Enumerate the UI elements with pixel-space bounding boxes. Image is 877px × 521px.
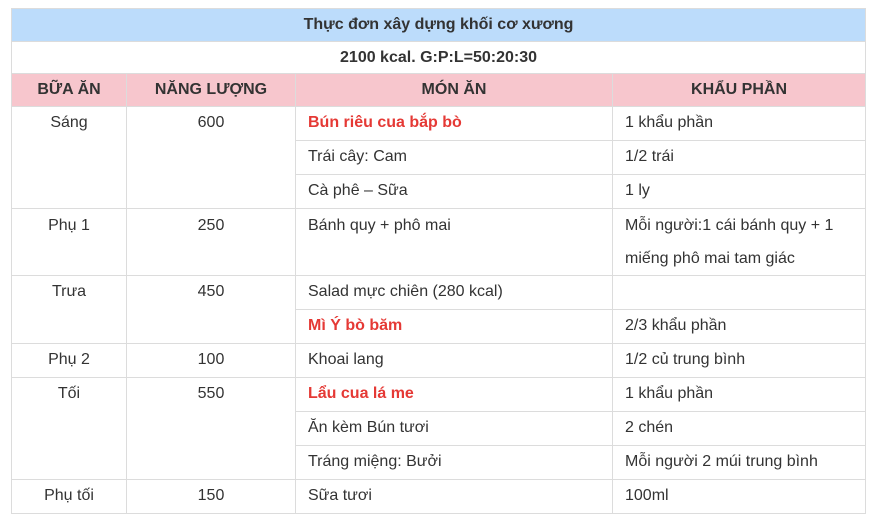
meal-name-cell xyxy=(12,480,127,514)
portion-cell xyxy=(613,412,866,446)
portion-cell xyxy=(613,310,866,344)
meal-energy: 150 xyxy=(197,487,225,504)
header-dish: MÓN ĂN xyxy=(296,74,613,107)
dish-name: Salad mực chiên (280 kcal) xyxy=(308,283,503,300)
dish-cell xyxy=(296,378,613,412)
portion-text: 1/2 củ trung bình xyxy=(625,351,746,368)
table-row xyxy=(12,209,866,276)
dish-cell xyxy=(296,141,613,175)
table-row xyxy=(12,378,866,412)
meal-energy: 450 xyxy=(197,283,225,300)
meal-energy-cell xyxy=(127,480,296,514)
meal-name-cell xyxy=(12,276,127,344)
table-subtitle: 2100 kcal. G:P:L=50:20:30 xyxy=(12,42,866,74)
table-title: Thực đơn xây dựng khối cơ xương xyxy=(12,9,866,42)
header-portion: KHẨU PHẦN xyxy=(613,74,866,107)
portion-cell xyxy=(613,480,866,514)
meal-name: Phụ tối xyxy=(44,487,94,504)
portion-text: Mỗi người 2 múi trung bình xyxy=(625,453,818,470)
meal-energy-cell xyxy=(127,276,296,344)
dish-name-highlighted: Lẩu cua lá me xyxy=(308,385,414,402)
dish-name-highlighted: Bún riêu cua bắp bò xyxy=(308,114,462,131)
meal-name-cell xyxy=(12,209,127,276)
portion-text: 1/2 trái xyxy=(625,148,674,165)
table-row xyxy=(12,480,866,514)
dish-cell xyxy=(296,344,613,378)
meal-energy-cell xyxy=(127,209,296,276)
meal-name: Phụ 1 xyxy=(48,217,90,234)
table-body xyxy=(12,107,866,514)
dish-cell xyxy=(296,209,613,276)
meal-name-cell xyxy=(12,344,127,378)
dish-cell xyxy=(296,310,613,344)
table-row xyxy=(12,276,866,310)
header-meal: BỮA ĂN xyxy=(12,74,127,107)
header-energy: NĂNG LƯỢNG xyxy=(127,74,296,107)
dish-name-highlighted: Mì Ý bò băm xyxy=(308,317,403,334)
meal-plan-table xyxy=(11,8,866,514)
meal-energy-cell xyxy=(127,107,296,209)
meal-energy: 100 xyxy=(197,351,225,368)
dish-name: Trái cây: Cam xyxy=(308,148,407,165)
portion-cell xyxy=(613,276,866,310)
dish-cell xyxy=(296,175,613,209)
meal-plan-container xyxy=(11,8,865,514)
meal-energy-cell xyxy=(127,378,296,480)
meal-name: Phụ 2 xyxy=(48,351,90,368)
dish-name: Cà phê – Sữa xyxy=(308,182,408,199)
meal-name-cell xyxy=(12,107,127,209)
portion-cell xyxy=(613,446,866,480)
portion-text: 100ml xyxy=(625,487,669,504)
portion-cell xyxy=(613,344,866,378)
meal-energy: 600 xyxy=(197,114,225,131)
meal-name-cell xyxy=(12,378,127,480)
portion-cell xyxy=(613,378,866,412)
portion-cell xyxy=(613,175,866,209)
dish-cell xyxy=(296,107,613,141)
dish-cell xyxy=(296,276,613,310)
meal-energy-cell xyxy=(127,344,296,378)
portion-text: 1 khẩu phần xyxy=(625,385,714,402)
portion-cell xyxy=(613,141,866,175)
dish-cell xyxy=(296,480,613,514)
meal-energy: 550 xyxy=(197,385,225,402)
dish-name: Bánh quy + phô mai xyxy=(308,217,451,234)
table-row xyxy=(12,107,866,141)
portion-text: Mỗi người:1 cái bánh quy + 1 miếng phô mai tam giác xyxy=(625,217,834,267)
dish-cell xyxy=(296,412,613,446)
portion-text: 1 ly xyxy=(625,182,650,199)
dish-cell xyxy=(296,446,613,480)
dish-name: Tráng miệng: Bưởi xyxy=(308,453,442,470)
dish-name: Sữa tươi xyxy=(308,487,372,504)
portion-text: 2/3 khẩu phần xyxy=(625,317,727,334)
meal-name: Trưa xyxy=(51,283,87,300)
dish-name: Ăn kèm Bún tươi xyxy=(308,419,429,436)
dish-name: Khoai lang xyxy=(308,351,384,368)
portion-cell xyxy=(613,209,866,276)
portion-text: 2 chén xyxy=(625,419,674,436)
portion-cell xyxy=(613,107,866,141)
meal-energy: 250 xyxy=(197,217,225,234)
portion-text: 1 khẩu phần xyxy=(625,114,714,131)
table-row xyxy=(12,344,866,378)
portion-text xyxy=(613,276,865,291)
meal-name: Tối xyxy=(57,385,81,402)
meal-name: Sáng xyxy=(50,114,88,131)
